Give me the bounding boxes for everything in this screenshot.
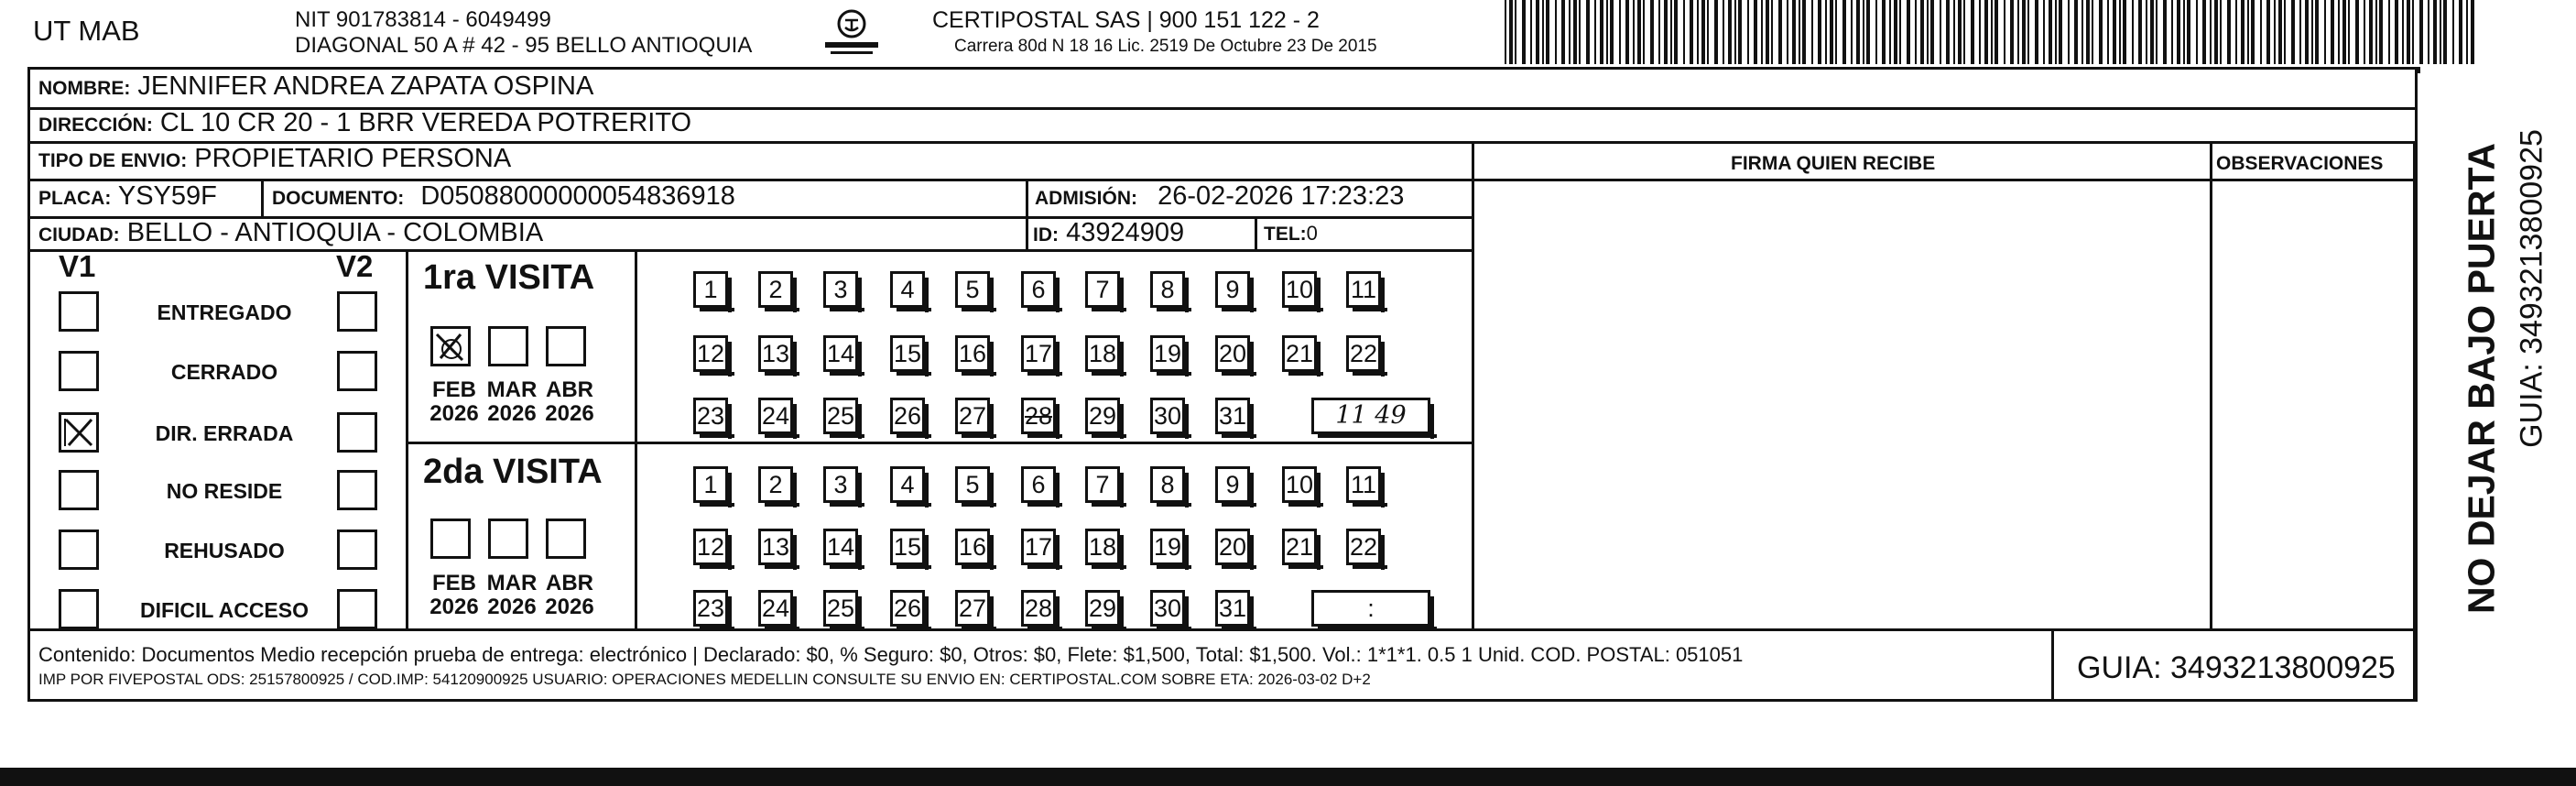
day-box[interactable]: 9 <box>1215 466 1250 503</box>
first-visit-title: 1ra VISITA <box>423 258 595 297</box>
day-box[interactable]: 27 <box>955 398 990 434</box>
plate-row <box>38 181 217 212</box>
day-box[interactable]: 30 <box>1150 590 1185 627</box>
day-box[interactable]: 22 <box>1346 335 1381 372</box>
month-label <box>539 378 600 426</box>
admission-row <box>1035 181 1404 212</box>
city-label: CIUDAD: <box>38 224 120 246</box>
day-box[interactable]: 8 <box>1150 271 1185 308</box>
day-box[interactable]: 18 <box>1085 335 1120 372</box>
day-box[interactable]: 4 <box>890 466 925 503</box>
day-box[interactable]: 28 <box>1021 398 1056 434</box>
day-box[interactable]: 31 <box>1215 590 1250 627</box>
address-label: DIRECCIÓN: <box>38 115 153 136</box>
bottom-band <box>0 768 2576 786</box>
month-name: FEB <box>432 377 476 402</box>
v1-checkbox[interactable] <box>59 291 99 332</box>
day-box[interactable]: 17 <box>1021 335 1056 372</box>
month-name: MAR <box>486 377 538 402</box>
day-box[interactable]: 13 <box>758 529 793 565</box>
day-box[interactable]: 12 <box>693 335 728 372</box>
footer-content-line: Contenido: Documentos Medio recepción prueba de entrega: electrónico | Declarado: $0, % Seguro: $0, Otros: $0, Flete: $1,500, Total: $1,500. Vol.: 1*1*1. 0.5 1 Unid. COD. POSTAL: 051051 <box>38 643 1744 666</box>
observations-column-header: OBSERVACIONES <box>2216 153 2384 174</box>
status-label: DIR. ERRADA <box>155 421 294 445</box>
v2-checkbox[interactable] <box>337 351 377 391</box>
recipient-name: JENNIFER ANDREA ZAPATA OSPINA <box>137 71 594 101</box>
month-year: 2026 <box>487 401 537 426</box>
month-label <box>482 378 542 426</box>
v2-checkbox[interactable] <box>337 529 377 570</box>
day-box[interactable]: 23 <box>693 398 728 434</box>
day-box[interactable]: 7 <box>1085 271 1120 308</box>
day-box[interactable]: 22 <box>1346 529 1381 565</box>
day-box[interactable]: 2 <box>758 466 793 503</box>
day-box[interactable]: 1 <box>693 271 728 308</box>
day-box[interactable]: 24 <box>758 398 793 434</box>
v1-checkbox[interactable] <box>59 470 99 510</box>
day-box[interactable]: 19 <box>1150 335 1185 372</box>
month-year: 2026 <box>545 401 594 426</box>
month-year: 2026 <box>429 595 479 619</box>
v2-checkbox[interactable] <box>337 589 377 629</box>
day-box[interactable]: 11 <box>1346 466 1381 503</box>
day-box[interactable]: 24 <box>758 590 793 627</box>
day-box[interactable]: 25 <box>823 398 858 434</box>
admission-value: 26-02-2026 17:23:23 <box>1158 181 1405 211</box>
second-visit-time[interactable]: : <box>1311 590 1430 627</box>
month-label <box>482 572 542 619</box>
address-row <box>38 108 691 138</box>
tel-row <box>1264 222 1318 246</box>
type-label: TIPO DE ENVIO: <box>38 150 188 171</box>
v2-checkbox[interactable] <box>337 412 377 453</box>
day-box[interactable]: 29 <box>1085 398 1120 434</box>
day-box[interactable]: 15 <box>890 529 925 565</box>
certipostal-logo <box>820 7 884 59</box>
day-box[interactable]: 4 <box>890 271 925 308</box>
v1-checkbox[interactable] <box>59 351 99 391</box>
day-box[interactable]: 19 <box>1150 529 1185 565</box>
day-box[interactable]: 6 <box>1021 466 1056 503</box>
day-box[interactable]: 7 <box>1085 466 1120 503</box>
footer-guia: GUIA: 3493213800925 <box>2077 650 2396 685</box>
status-label: DIFICIL ACCESO <box>139 598 309 622</box>
day-box[interactable]: 5 <box>955 466 990 503</box>
v2-label: V2 <box>336 249 374 283</box>
status-label: REHUSADO <box>164 539 285 562</box>
name-row <box>38 71 593 102</box>
month-year: 2026 <box>545 595 594 619</box>
side-warning: NO DEJAR BAJO PUERTA <box>2460 142 2503 615</box>
day-box[interactable]: 15 <box>890 335 925 372</box>
day-box[interactable]: 31 <box>1215 398 1250 434</box>
month-label <box>424 378 484 426</box>
document-value: D05088000000054836918 <box>420 181 735 211</box>
day-box[interactable]: 29 <box>1085 590 1120 627</box>
v2-checkbox[interactable] <box>337 470 377 510</box>
day-box[interactable]: 21 <box>1282 529 1317 565</box>
day-box[interactable]: 11 <box>1346 271 1381 308</box>
shipment-type: PROPIETARIO PERSONA <box>194 144 512 173</box>
day-box[interactable]: 20 <box>1215 529 1250 565</box>
month-name: ABR <box>546 377 593 402</box>
barcode <box>1505 0 2484 64</box>
day-box[interactable]: 13 <box>758 335 793 372</box>
document-row <box>272 181 735 212</box>
month-name: MAR <box>486 571 538 595</box>
day-box[interactable]: 18 <box>1085 529 1120 565</box>
company-name: UT MAB <box>33 15 140 47</box>
v1-checkbox[interactable] <box>59 529 99 570</box>
month-checkbox[interactable] <box>546 326 586 366</box>
day-box[interactable]: 27 <box>955 590 990 627</box>
day-box[interactable]: 25 <box>823 590 858 627</box>
carrier-license: Carrera 80d N 18 16 Lic. 2519 De Octubre 23 De 2015 <box>954 37 1377 56</box>
plate-label: PLACA: <box>38 188 112 209</box>
tel-value: 0 <box>1306 222 1318 245</box>
month-checkbox[interactable] <box>488 519 528 559</box>
day-box[interactable]: 20 <box>1215 335 1250 372</box>
recipient-address: CL 10 CR 20 - 1 BRR VEREDA POTRERITO <box>159 108 692 137</box>
city-value: BELLO - ANTIOQUIA - COLOMBIA <box>126 218 544 247</box>
day-box[interactable]: 2 <box>758 271 793 308</box>
tel-label: TEL: <box>1264 224 1307 245</box>
month-year: 2026 <box>487 595 537 619</box>
day-box[interactable]: 3 <box>823 271 858 308</box>
month-label <box>424 572 484 619</box>
signature-column-header: FIRMA QUIEN RECIBE <box>1731 153 1936 174</box>
day-box[interactable]: 21 <box>1282 335 1317 372</box>
day-box[interactable]: 12 <box>693 529 728 565</box>
v1-checkbox[interactable] <box>59 589 99 629</box>
month-checkbox[interactable] <box>546 519 586 559</box>
month-name: ABR <box>546 571 593 595</box>
admission-label: ADMISIÓN: <box>1035 188 1137 209</box>
day-box[interactable]: 26 <box>890 398 925 434</box>
side-guia: GUIA: 3493213800925 <box>2514 129 2549 448</box>
v2-checkbox[interactable] <box>337 291 377 332</box>
second-visit-title: 2da VISITA <box>423 453 603 491</box>
day-box[interactable]: 26 <box>890 590 925 627</box>
month-checkbox[interactable] <box>488 326 528 366</box>
day-box[interactable]: 6 <box>1021 271 1056 308</box>
company-nit: NIT 901783814 - 6049499 <box>295 7 551 32</box>
company-address: DIAGONAL 50 A # 42 - 95 BELLO ANTIOQUIA <box>295 33 753 58</box>
plate-value: YSY59F <box>117 181 217 211</box>
id-row <box>1033 218 1184 248</box>
type-row <box>38 144 511 174</box>
day-box[interactable]: 14 <box>823 335 858 372</box>
city-row <box>38 218 543 248</box>
name-label: NOMBRE: <box>38 78 131 99</box>
day-box[interactable]: 28 <box>1021 590 1056 627</box>
day-box[interactable]: 9 <box>1215 271 1250 308</box>
status-label: NO RESIDE <box>166 479 283 503</box>
day-box[interactable]: 14 <box>823 529 858 565</box>
status-label: ENTREGADO <box>157 300 292 324</box>
footer-print-line: IMP POR FIVEPOSTAL ODS: 25157800925 / COD.IMP: 54120900925 USUARIO: OPERACIONES MEDELLIN CONSULTE SU ENVIO EN: CERTIPOSTAL.COM SOBRE ETA: 2026-03-02 D+2 <box>38 671 1371 688</box>
v1-checkbox[interactable] <box>59 412 99 453</box>
id-label: ID: <box>1033 224 1059 246</box>
month-label <box>539 572 600 619</box>
month-checkbox[interactable] <box>430 326 471 366</box>
day-box[interactable]: 17 <box>1021 529 1056 565</box>
day-box[interactable]: 3 <box>823 466 858 503</box>
month-year: 2026 <box>429 401 479 426</box>
day-box[interactable]: 5 <box>955 271 990 308</box>
status-label: CERRADO <box>170 360 278 384</box>
day-box[interactable]: 30 <box>1150 398 1185 434</box>
document-label: DOCUMENTO: <box>272 188 405 209</box>
day-box[interactable]: 10 <box>1282 466 1317 503</box>
id-value: 43924909 <box>1066 218 1185 247</box>
v1-label: V1 <box>59 249 96 283</box>
day-box[interactable]: 8 <box>1150 466 1185 503</box>
month-checkbox[interactable] <box>430 519 471 559</box>
day-box[interactable]: 16 <box>955 529 990 565</box>
day-box[interactable]: 23 <box>693 590 728 627</box>
month-name: FEB <box>432 571 476 595</box>
first-visit-time[interactable]: 11 49 <box>1311 398 1430 434</box>
day-box[interactable]: 10 <box>1282 271 1317 308</box>
day-box[interactable]: 16 <box>955 335 990 372</box>
day-box[interactable]: 1 <box>693 466 728 503</box>
carrier-name: CERTIPOSTAL SAS | 900 151 122 - 2 <box>932 7 1320 33</box>
